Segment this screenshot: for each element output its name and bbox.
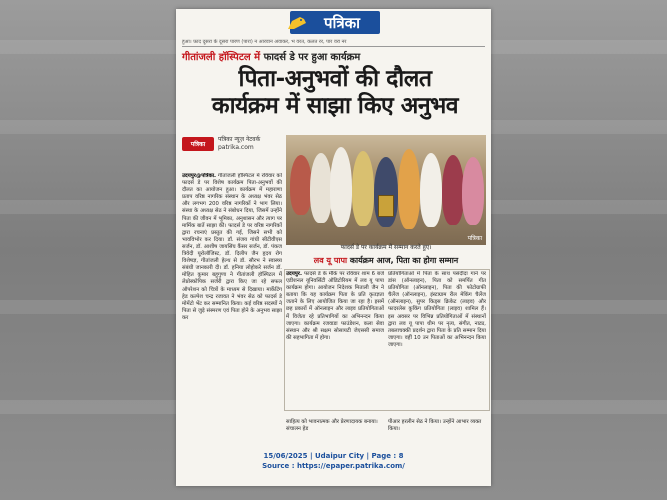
byline-line-2: patrika.com	[218, 144, 254, 151]
article-continuation	[286, 419, 486, 441]
photo-person	[290, 155, 312, 215]
footer-source: Source : https://epaper.patrika.com/	[262, 462, 405, 470]
article-column-3	[388, 271, 486, 411]
footer-date-line: 15/06/2025 | Udaipur City | Page : 8	[263, 452, 404, 460]
top-strip-text: हुआ। फ़ाद दूसरा के दूसरा पारण (पारा) न आरवान अवाकर, भ वरत, कलत रर, पार वरा नर	[182, 39, 485, 47]
kicker	[182, 49, 360, 63]
dateline: उदयपुर@पत्रिका.	[182, 173, 217, 179]
headline	[186, 66, 484, 120]
article-text-2: फादर्स डे के मौके पर रविवार शाम 6 बजे एडीशनल यूनिवर्सिटी ऑडिटोरियम में लव यू पापा कार्यक्रम होगा। आयोजन निदेशक मिताली जैन ने बताया कि यह कार्यक्रम पिता के प्रति कृतज्ञता जताने के लिए आयोजित किया जा रहा है। इसमें छह प्रकारों में ऑनलाइन और लाइव प्रतियोगिताओं में विजेता रहे प्रतिभागियों का अभिनन्दन किया जाएगा। कार्यक्रम रजवाडा फाउंडेशन, कला सेवा संस्थान और श्री सक्षम सोसायटी जेएससी समाज की सहभागिता में होगा।	[286, 271, 384, 341]
lion-logo-icon	[286, 13, 308, 31]
clipping-footer	[176, 451, 491, 471]
headline-line-2: कार्यक्रम में साझा किए अनुभव	[211, 93, 459, 119]
photo-person	[330, 147, 352, 227]
photo-person	[352, 151, 374, 226]
event-photo	[286, 135, 486, 245]
photo-person	[398, 149, 420, 229]
photo-caption: फादर्स डे पर कार्यक्रम में सम्मान करते हुए।	[340, 244, 432, 251]
byline-line-1: पत्रिका न्यूज़ नेटवर्क	[218, 136, 261, 143]
photo-person	[462, 157, 484, 225]
article-text-1: गीतांजली हॉस्पिटल में रविवार को फादर्स डे पर विशेष कार्यक्रम पिता-अनुभवों की दौलत का आयोजन हुआ। कार्यक्रम में महाराणा प्रताप वरिष्ठ नागरिक संस्थान के अध्यक्ष भंवर सेठ और लगभग 200 वरिष्ठ नागरिकों ने भाग लिया। संस्था के अध्यक्ष सेठ ने संबोधन दिया, जिसमें उन्होंने पिता की जीवन में भूमिका, अनुशासन और त्याग पर मार्मिक बातें साझा कीं। फादर्स डे पर वरिष्ठ नागरिकों द्वारा रचनाएं प्रस्तुत की गईं, जिसने सभी को भावविभोर कर दिया। डॉ. संजय गांधी सीटीवीएस सर्जन, डॉ. आशीष जायसिंघ कैंसर सर्जन, डॉ. पंकज त्रिवेदी यूरोलॉजिस्ट, डॉ. दिलीप जैन हृदय रोग विशेषज्ञ, गीतांजली हेल्थ से डॉ. सौरभ ने स्वास्थ्य संबंधी जानकारी दी। डॉ. हनिया लोहोकरे सर्जन डॉ. मोहित कुमार बहुगुणा ने गीतांजली हॉस्पिटल में लेप्रोस्कोपिक सर्जरी द्वारा किए जा रहे सफल ऑपरेशन को चित्रों के माध्यम से दिखाया। मार्केटिंग हेड कल्पेश चन्द्र रजावत ने भंवर सेठ को फादर्स डे मोमेंटो भेंट कर सम्मानित किया। कई वरिष्ठ सदस्यों ने पिता से जुड़े संस्मरण एवं पिता होने के अनुभव साझा कर	[182, 173, 282, 321]
masthead-title: पत्रिका	[323, 13, 361, 32]
patrika-masthead	[290, 11, 380, 34]
photo-credit: पत्रिका	[467, 235, 482, 242]
newspaper-clipping	[176, 9, 491, 486]
photo-person	[310, 153, 332, 223]
subhead-black: कार्यक्रम आज, पिता का होगा सम्मान	[349, 256, 459, 265]
continuation-right: पीआर हरलीन सेठ ने किया। उन्होंने आभार व्यक्त किया।	[388, 419, 482, 433]
byline-text	[218, 136, 260, 152]
patrika-badge: पत्रिका	[182, 137, 214, 151]
kicker-red: गीतांजली हॉस्पिटल में	[182, 52, 261, 63]
article-column-1	[182, 173, 282, 433]
article-text-3: प्रतियोगिताओं में पिता के साथ पसंदीदा गाने पर डांस (ऑनलाइन), पिता को समर्पित गीत प्रतियोगिता (ऑनलाइन), पिता की फोटोग्राफी चैलेंज (ऑनलाइन), इंस्टाग्राम रील मेकिंग चैलेंज (ऑनलाइन), सुपर किड्स क्रिकेट (लाइव) और फादरलेस कुकिंग प्रतियोगिता (लाइव) शामिल हैं। इस अवसर पर विभिन्न प्रतियोगिताओं में संस्थानों द्वारा लव यू पापा थीम पर नृत्य, संगीत, नाट्य, तबलाचक्की प्रदर्शन द्वारा पिता के प्रति सम्मान दिया जाएगा। वहीं 10 उन पिताओं का अभिनन्दन किया जाएगा।	[388, 271, 486, 348]
photo-person	[442, 155, 464, 225]
dateline-2: उदयपुर.	[286, 271, 302, 277]
sub-article-heading	[286, 255, 486, 267]
continuation-left: साहित्य को भावनात्मक और प्रेरणादायक बनाया। संचालन हेड	[286, 419, 378, 433]
kicker-black: फादर्स डे पर हुआ कार्यक्रम	[263, 52, 361, 63]
article-column-2	[286, 271, 384, 411]
photo-person	[420, 153, 442, 227]
byline	[182, 131, 292, 157]
memento-frame	[378, 195, 394, 217]
headline-line-1: पिता-अनुभवों की दौलत	[238, 66, 432, 92]
subhead-red: लव यू पापा	[313, 256, 348, 265]
